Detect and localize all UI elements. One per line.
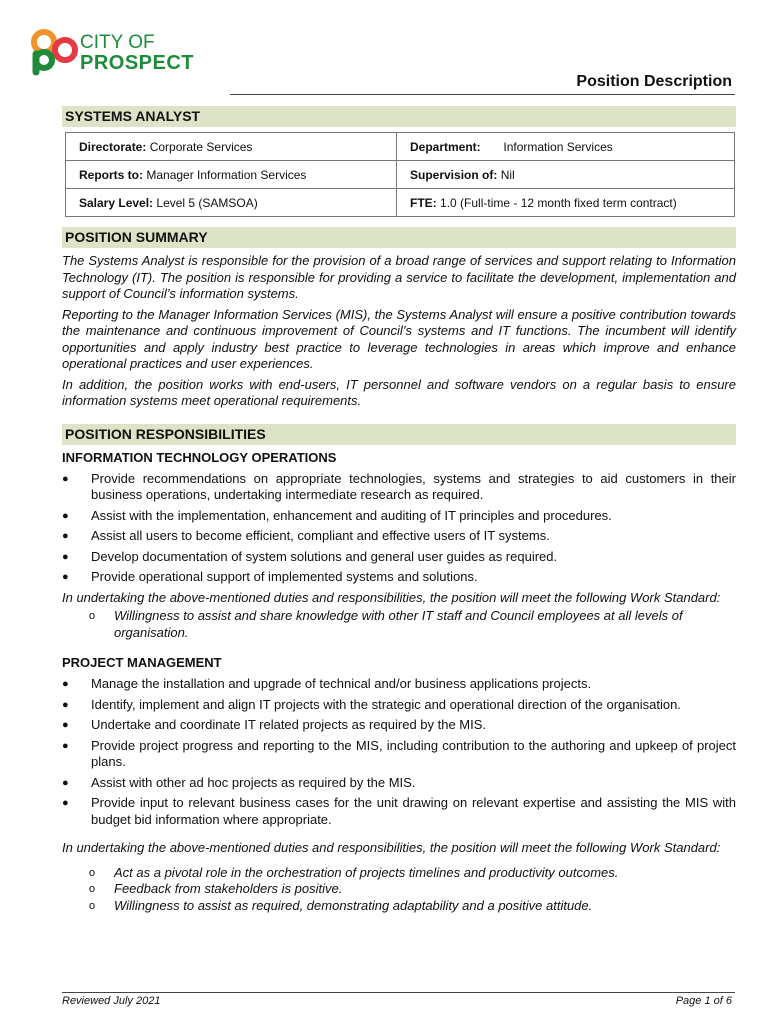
list-item: ● Provide input to relevant business cases for the unit drawing on relevant expertise and assisting the MIS with budget bid information where appropriate. [62,795,736,827]
circle-bullet-icon: o [89,883,96,895]
salary-value: Level 5 (SAMSOA) [156,195,258,210]
list-item: ● Assist with other ad hoc projects as required by the MIS. [62,774,416,790]
directorate-label: Directorate: [79,139,147,154]
reports-to-cell [66,161,397,189]
circle-bullet-icon: o [89,610,96,622]
bullet-icon: ● [62,472,69,485]
logo-line2: PROSPECT [80,52,195,74]
bullet-icon: ● [62,509,69,522]
list-item: ● Assist with the implementation, enhancement and auditing of IT principles and procedures. [62,507,612,523]
logo-line1: CITY OF [80,32,155,53]
it-operations-list [62,471,736,586]
job-title-bar: SYSTEMS ANALYST [62,106,736,127]
list-item: ● Develop documentation of system solutions and general user guides as required. [62,548,558,564]
list-item: ● Undertake and coordinate IT related projects as required by the MIS. [62,717,487,732]
salary-label: Salary Level: [79,195,154,210]
project-work-standards-list [62,865,736,915]
footer-reviewed-date: Reviewed July 2021 [62,995,161,1007]
department-label: Department: [410,139,481,154]
supervision-value: Nil [500,167,515,182]
position-summary [62,253,736,410]
bullet-icon: ● [62,698,69,711]
position-responsibilities-heading: POSITION RESPONSIBILITIES [62,424,736,445]
bullet-icon: ● [62,719,69,731]
summary-paragraph: Reporting to the Manager Information Services (MIS), the Systems Analyst will ensure a positive contribution towards the maintenance and continuous improvement of Council’s systems and IT functions. The incumbent will identify opportunities and apply industry best practice to leverage technologies in areas which improve and enhance operational practices and user experiences. [62,306,736,371]
list-item: ● Provide recommendations on appropriate technologies, systems and strategies to aid customers in their business operations, undertaking intermediate research as required. [62,470,736,502]
supervision-label: Supervision of: [410,167,498,182]
position-summary-heading: POSITION SUMMARY [62,227,736,248]
list-item: o Willingness to assist and share knowledge with other IT staff and Council employees at all levels of organisation. [89,608,683,640]
directorate-cell [66,133,397,161]
salary-cell [66,189,397,217]
summary-paragraph: In addition, the position works with end-users, IT personnel and software vendors on a regular basis to ensure information systems meet operational requirements. [62,376,736,408]
document-body [62,106,736,914]
reports-to-label: Reports to: [79,167,143,182]
table-row [66,133,735,161]
footer-page-number: Page 1 of 6 [675,995,732,1007]
list-item: ● Assist all users to become efficient, compliant and effective users of IT systems. [62,528,550,543]
table-row [66,189,735,217]
bullet-icon: ● [62,739,69,752]
department-cell [397,133,735,161]
it-work-standards-list [62,608,736,641]
directorate-value: Corporate Services [149,139,253,154]
list-item: o Willingness to assist as required, demonstrating adaptability and a positive attitude. [89,897,593,913]
bullet-icon: ● [62,530,69,542]
fte-cell [397,189,735,217]
circle-bullet-icon: o [89,899,96,912]
fte-label: FTE: [410,195,437,210]
title-divider [230,94,735,95]
list-item: ● Provide project progress and reporting to the MIS, including contribution to the authoring and upkeep of project plans. [62,737,736,769]
list-item: ● Identify, implement and align IT projects with the strategic and operational direction of the organisation. [62,696,681,712]
bullet-icon: ● [62,776,69,789]
reports-to-value: Manager Information Services [146,167,307,182]
supervision-cell [397,161,735,189]
logo-green-ring [36,52,52,68]
project-management-list [62,676,736,828]
bullet-icon: ● [62,571,69,583]
bullet-icon: ● [62,550,69,563]
summary-paragraph: The Systems Analyst is responsible for the provision of a broad range of services and support relating to Information Technology (IT). The position is responsible for providing a service to facilitate the development, implementation and support of Council’s information systems. [62,253,736,301]
project-management-heading: PROJECT MANAGEMENT [62,655,222,670]
work-standard-intro: In undertaking the above-mentioned duties and responsibilities, the position will meet the following Work Standard: [62,840,721,855]
department-value: Information Services [503,139,613,154]
it-operations-heading: INFORMATION TECHNOLOGY OPERATIONS [62,449,337,465]
position-info-table [65,132,735,217]
list-item: o Act as a pivotal role in the orchestration of projects timelines and productivity outcomes. [89,864,619,880]
logo-red-ring [55,40,75,60]
document-title: Position Description [576,73,732,90]
list-item: o Feedback from stakeholders is positive. [89,881,343,896]
footer-divider [62,992,735,993]
fte-value: 1.0 (Full-time - 12 month fixed term contract) [440,195,677,210]
bullet-icon: ● [62,678,69,690]
circle-bullet-icon: o [89,866,96,879]
bullet-icon: ● [62,797,69,809]
list-item: ● Manage the installation and upgrade of technical and/or business applications projects. [62,676,592,691]
list-item: ● Provide operational support of implemented systems and solutions. [62,569,478,584]
work-standard-intro: In undertaking the above-mentioned duties and responsibilities, the position will meet the following Work Standard: [62,589,721,605]
table-row [66,161,735,189]
